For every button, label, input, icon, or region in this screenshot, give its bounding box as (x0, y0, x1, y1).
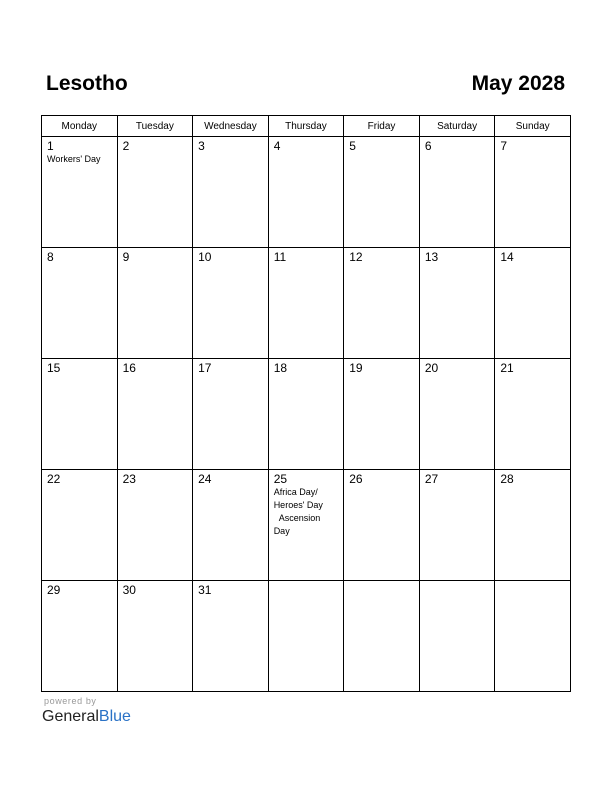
day-number: 2 (122, 139, 130, 153)
holiday-label: Day (273, 526, 290, 536)
brand-blue-text: Blue (98, 708, 131, 725)
country-title: Lesotho (46, 72, 128, 95)
day-number (269, 581, 344, 584)
day-number: 11 (273, 250, 287, 264)
day-cell (419, 359, 495, 470)
day-cell (193, 137, 269, 248)
day-number: 7 (500, 139, 508, 153)
day-number: 10 (198, 250, 212, 264)
day-cell (117, 581, 193, 692)
day-number: 28 (500, 472, 514, 486)
day-cell (117, 137, 193, 248)
day-cell (344, 137, 420, 248)
day-cell (117, 359, 193, 470)
day-cell (193, 470, 269, 581)
day-number: 6 (424, 139, 432, 153)
generalblue-branding (42, 696, 131, 726)
day-number: 3 (198, 139, 205, 153)
day-number: 20 (424, 361, 439, 375)
holiday-label: Ascension (278, 513, 321, 523)
day-number: 22 (47, 472, 61, 486)
day-number (344, 581, 419, 584)
day-cell (42, 137, 118, 248)
generalblue-logo (42, 708, 131, 726)
day-cell (268, 470, 344, 581)
day-number: 23 (122, 472, 136, 486)
weekday-header-row (42, 116, 571, 137)
holiday-label: Africa Day/ (273, 487, 318, 497)
week-row (42, 581, 571, 692)
day-cell (419, 248, 495, 359)
week-row (42, 359, 571, 470)
day-cell-empty (419, 581, 495, 692)
day-cell (344, 359, 420, 470)
weekday-tuesday: Tuesday (117, 116, 193, 137)
day-cell (268, 359, 344, 470)
day-number (420, 581, 495, 584)
day-number: 27 (424, 472, 439, 486)
day-cell (419, 470, 495, 581)
day-number: 14 (500, 250, 514, 264)
month-title: May 2028 (471, 72, 565, 95)
day-cell-empty (495, 581, 571, 692)
day-cell-empty (268, 581, 344, 692)
day-cell (268, 248, 344, 359)
day-cell (268, 137, 344, 248)
day-number: 13 (424, 250, 439, 264)
day-number: 25 (273, 472, 288, 486)
day-number: 8 (47, 250, 54, 264)
day-cell (495, 470, 571, 581)
day-number: 5 (349, 139, 356, 153)
day-cell (42, 581, 118, 692)
day-cell (193, 581, 269, 692)
day-number: 9 (122, 250, 130, 264)
day-cell-empty (344, 581, 420, 692)
holiday-label: Workers' Day (47, 154, 101, 164)
powered-by-text: powered by (44, 696, 97, 706)
day-number: 24 (198, 472, 212, 486)
calendar-grid (41, 115, 571, 692)
day-number: 1 (47, 139, 54, 153)
day-cell (344, 248, 420, 359)
day-cell (344, 470, 420, 581)
day-number: 29 (47, 583, 61, 597)
day-number: 19 (349, 361, 363, 375)
weekday-saturday: Saturday (419, 116, 495, 137)
weekday-monday: Monday (42, 116, 118, 137)
day-cell (117, 470, 193, 581)
day-cell (495, 359, 571, 470)
day-number: 31 (198, 583, 212, 597)
day-number: 26 (349, 472, 363, 486)
week-row (42, 470, 571, 581)
day-cell (193, 248, 269, 359)
weekday-thursday: Thursday (268, 116, 344, 137)
week-row (42, 137, 571, 248)
day-cell (42, 470, 118, 581)
weekday-friday: Friday (344, 116, 420, 137)
brand-general-text: General (42, 708, 99, 725)
week-row (42, 248, 571, 359)
day-cell (117, 248, 193, 359)
weekday-wednesday: Wednesday (193, 116, 269, 137)
day-number: 18 (273, 361, 288, 375)
day-number: 4 (273, 139, 281, 153)
day-cell (419, 137, 495, 248)
day-cell (495, 248, 571, 359)
day-number: 30 (122, 583, 136, 597)
day-cell (42, 359, 118, 470)
day-number: 15 (47, 361, 61, 375)
day-number: 17 (198, 361, 212, 375)
day-number: 21 (500, 361, 514, 375)
day-number: 16 (122, 361, 136, 375)
day-cell (193, 359, 269, 470)
day-cell (42, 248, 118, 359)
day-cell (495, 137, 571, 248)
weekday-sunday: Sunday (495, 116, 571, 137)
day-number: 12 (349, 250, 363, 264)
holiday-label: Heroes' Day (273, 500, 323, 510)
day-number (495, 581, 570, 584)
